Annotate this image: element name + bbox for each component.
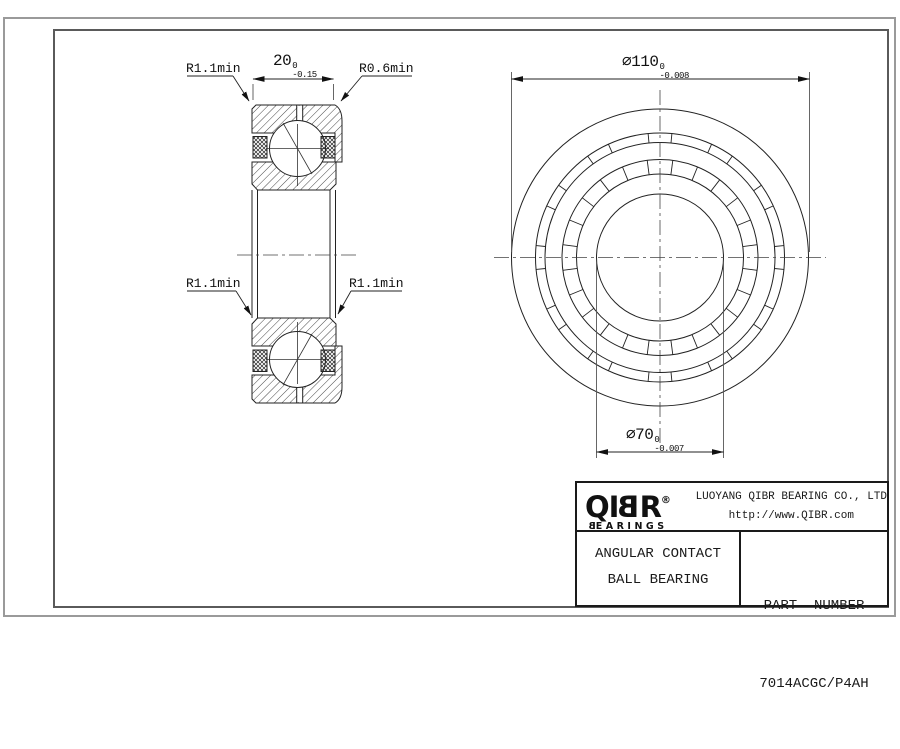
part-number-cell bbox=[741, 532, 887, 692]
bore-dia-tol-lower: -0.007 bbox=[654, 444, 684, 454]
outer-dia-tol-lower: -0.008 bbox=[659, 71, 689, 81]
bore-dia-tol-upper: 0 bbox=[654, 435, 660, 445]
dimension-width bbox=[253, 79, 334, 100]
company-logo bbox=[577, 483, 696, 530]
cage-top-right bbox=[321, 137, 335, 159]
outer-dia-tol-upper: 0 bbox=[659, 62, 665, 72]
product-type-line2: BALL BEARING bbox=[607, 572, 709, 588]
company-name: LUOYANG QIBR BEARING CO., LTD bbox=[695, 491, 887, 503]
part-number-label: PART NUMBER bbox=[763, 598, 865, 614]
product-type-cell bbox=[577, 532, 741, 605]
company-website: http://www.QIBR.com bbox=[728, 510, 854, 522]
bore-diameter-text bbox=[626, 424, 684, 454]
product-type-line1: ANGULAR CONTACT bbox=[594, 546, 722, 562]
width-dimension-text bbox=[273, 52, 317, 80]
part-number-value: 7014ACGC/P4AH bbox=[759, 676, 869, 692]
bore-dia-value: ⌀70 bbox=[626, 426, 654, 444]
title-block bbox=[575, 481, 889, 692]
cage-bottom-right bbox=[321, 350, 335, 372]
width-tol-lower: -0.15 bbox=[292, 70, 317, 80]
dimension-outer-diameter bbox=[512, 72, 810, 252]
logo-subtext: BEARINGS bbox=[585, 521, 668, 532]
width-value: 20 bbox=[273, 52, 292, 70]
cage-bottom-left bbox=[253, 350, 267, 372]
cage-top-left bbox=[253, 137, 267, 159]
radius-label-top-right: R0.6min bbox=[359, 61, 414, 76]
logo-wordmark: QIBR® bbox=[585, 490, 671, 524]
radius-label-bottom-right: R1.1min bbox=[349, 276, 404, 291]
registered-trademark-symbol: ® bbox=[660, 495, 671, 506]
title-block-body-row bbox=[577, 532, 887, 692]
section-view bbox=[237, 105, 357, 403]
outer-dia-value: ⌀110 bbox=[622, 53, 659, 71]
radius-label-top-left: R1.1min bbox=[186, 61, 241, 76]
width-tol-upper: 0 bbox=[292, 61, 298, 71]
front-view bbox=[494, 90, 826, 444]
radius-label-bottom-left: R1.1min bbox=[186, 276, 241, 291]
title-block-header-row bbox=[577, 483, 887, 532]
outer-diameter-text bbox=[622, 51, 689, 81]
company-info bbox=[696, 483, 887, 530]
